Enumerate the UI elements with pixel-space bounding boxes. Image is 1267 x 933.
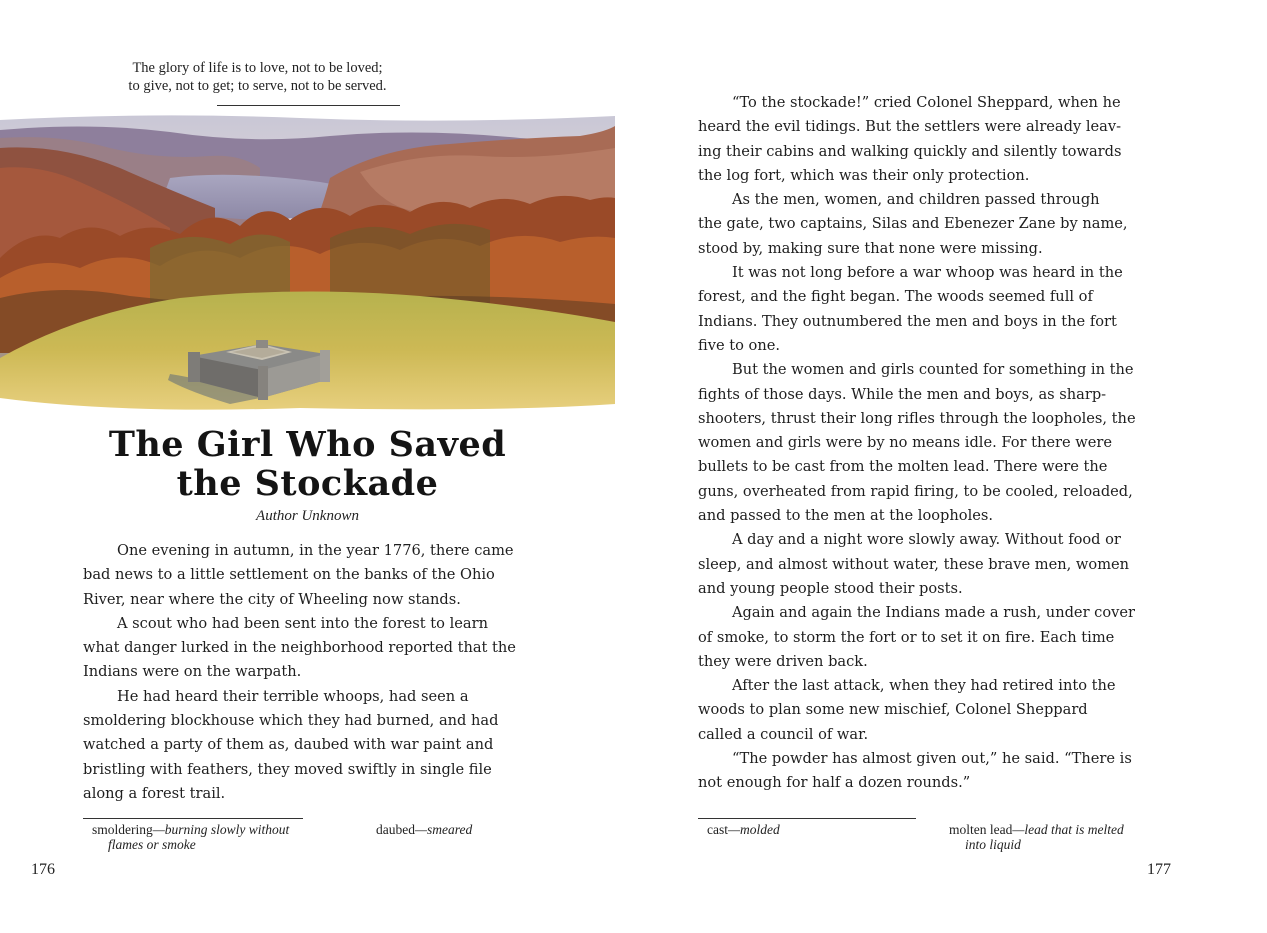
footnote-definition: —smeared: [414, 822, 473, 837]
text-line: sleep, and almost without water, these brave men, women: [698, 555, 1130, 573]
text-line: bullets to be cast from the molten lead. There were the: [698, 458, 1108, 476]
text-line: smoldering blockhouse which they had burned, and had: [83, 712, 499, 730]
title-line: the Stockade: [176, 463, 439, 504]
paragraph: [698, 747, 1158, 796]
text-line: He had heard their terrible whoops, had seen a: [117, 687, 469, 705]
text-line: five to one.: [698, 336, 781, 354]
text-line: As the men, women, and children passed through: [732, 191, 1100, 209]
paragraph: [83, 539, 533, 612]
page-number: 177: [1147, 861, 1171, 878]
right-body-text: [698, 91, 1158, 796]
story-title: [40, 425, 575, 503]
text-line: ing their cabins and walking quickly and silently towards: [698, 142, 1122, 160]
author-credit: Author Unknown: [256, 508, 359, 524]
paragraph: [698, 674, 1158, 747]
footnote-definition-continued: flames or smoke: [108, 837, 196, 852]
text-line: they were driven back.: [698, 652, 868, 670]
text-line: forest, and the fight began. The woods seemed full of: [698, 288, 1093, 306]
text-line: what danger lurked in the neighborhood reported that the: [83, 639, 516, 657]
text-line: and passed to the men at the loopholes.: [698, 507, 994, 525]
footnote-definition: —molded: [728, 822, 780, 837]
landscape-painting: [0, 108, 615, 420]
text-line: Indians. They outnumbered the men and boys in the fort: [698, 312, 1117, 330]
footnote-divider: [83, 818, 303, 819]
text-line: called a council of war.: [698, 725, 869, 743]
footnote-divider: [698, 818, 916, 819]
footnote-term: smoldering: [92, 822, 153, 837]
text-line: and young people stood their posts.: [698, 579, 963, 597]
footnote-term: molten lead: [949, 822, 1013, 837]
text-line: watched a party of them as, daubed with war paint and: [83, 736, 494, 754]
text-line: A day and a night wore slowly away. Without food or: [732, 531, 1121, 549]
text-line: bad news to a little settlement on the banks of the Ohio: [83, 566, 495, 584]
footnote: [376, 822, 472, 837]
paragraph: [698, 188, 1158, 261]
text-line: woods to plan some new mischief, Colonel Sheppard: [698, 701, 1088, 719]
text-line: stood by, making sure that none were missing.: [698, 239, 1043, 257]
footnote-term: daubed: [376, 822, 415, 837]
paragraph: [83, 612, 533, 685]
text-line: heard the evil tidings. But the settlers were already leav-: [698, 118, 1122, 136]
text-line: “The powder has almost given out,” he said. “There is: [732, 750, 1132, 768]
title-line: The Girl Who Saved: [108, 424, 507, 465]
text-line: the log fort, which was their only protection.: [698, 166, 1030, 184]
footnote: [949, 822, 1124, 852]
text-line: It was not long before a war whoop was heard in the: [732, 264, 1123, 282]
paragraph: [698, 528, 1158, 601]
paragraph: [83, 685, 533, 806]
epigraph-line: The glory of life is to love, not to be loved;: [132, 60, 383, 76]
footnote-definition: —burning slowly without: [152, 822, 290, 837]
text-line: of smoke, to storm the fort or to set it on fire. Each time: [698, 628, 1115, 646]
page-number: 176: [31, 861, 55, 878]
paragraph: [698, 261, 1158, 358]
text-line: River, near where the city of Wheeling now stands.: [83, 590, 461, 608]
text-line: guns, overheated from rapid firing, to be cooled, reloaded,: [698, 482, 1133, 500]
paragraph: [698, 91, 1158, 188]
text-line: not enough for half a dozen rounds.”: [698, 774, 971, 792]
footnote-definition-continued: into liquid: [965, 837, 1021, 852]
paragraph: [698, 601, 1158, 674]
text-line: A scout who had been sent into the forest to learn: [117, 614, 488, 632]
footnote-term: cast: [707, 822, 728, 837]
text-line: the gate, two captains, Silas and Ebenezer Zane by name,: [698, 215, 1128, 233]
text-line: After the last attack, when they had retired into the: [732, 677, 1116, 695]
paragraph: [698, 358, 1158, 528]
left-body-text: [83, 539, 533, 806]
text-line: “To the stockade!” cried Colonel Sheppard, when he: [732, 94, 1121, 111]
stockade-illustration: [0, 108, 615, 420]
text-line: women and girls were by no means idle. For there were: [698, 434, 1112, 452]
text-line: Again and again the Indians made a rush, under cover: [732, 604, 1136, 622]
text-line: along a forest trail.: [83, 784, 226, 802]
text-line: One evening in autumn, in the year 1776, there came: [117, 542, 514, 559]
text-line: bristling with feathers, they moved swiftly in single file: [83, 760, 492, 778]
footnote: [707, 822, 780, 837]
footnote-definition: —lead that is melted: [1012, 822, 1124, 837]
text-line: shooters, thrust their long rifles through the loopholes, the: [698, 409, 1136, 427]
text-line: Indians were on the warpath.: [83, 663, 302, 681]
epigraph-divider: [217, 105, 400, 106]
text-line: fights of those days. While the men and boys, as sharp-: [698, 385, 1107, 403]
text-line: But the women and girls counted for something in the: [732, 361, 1134, 379]
epigraph-line: to give, not to get; to serve, not to be served.: [128, 78, 387, 94]
epigraph: [100, 59, 415, 95]
footnote: [92, 822, 289, 852]
